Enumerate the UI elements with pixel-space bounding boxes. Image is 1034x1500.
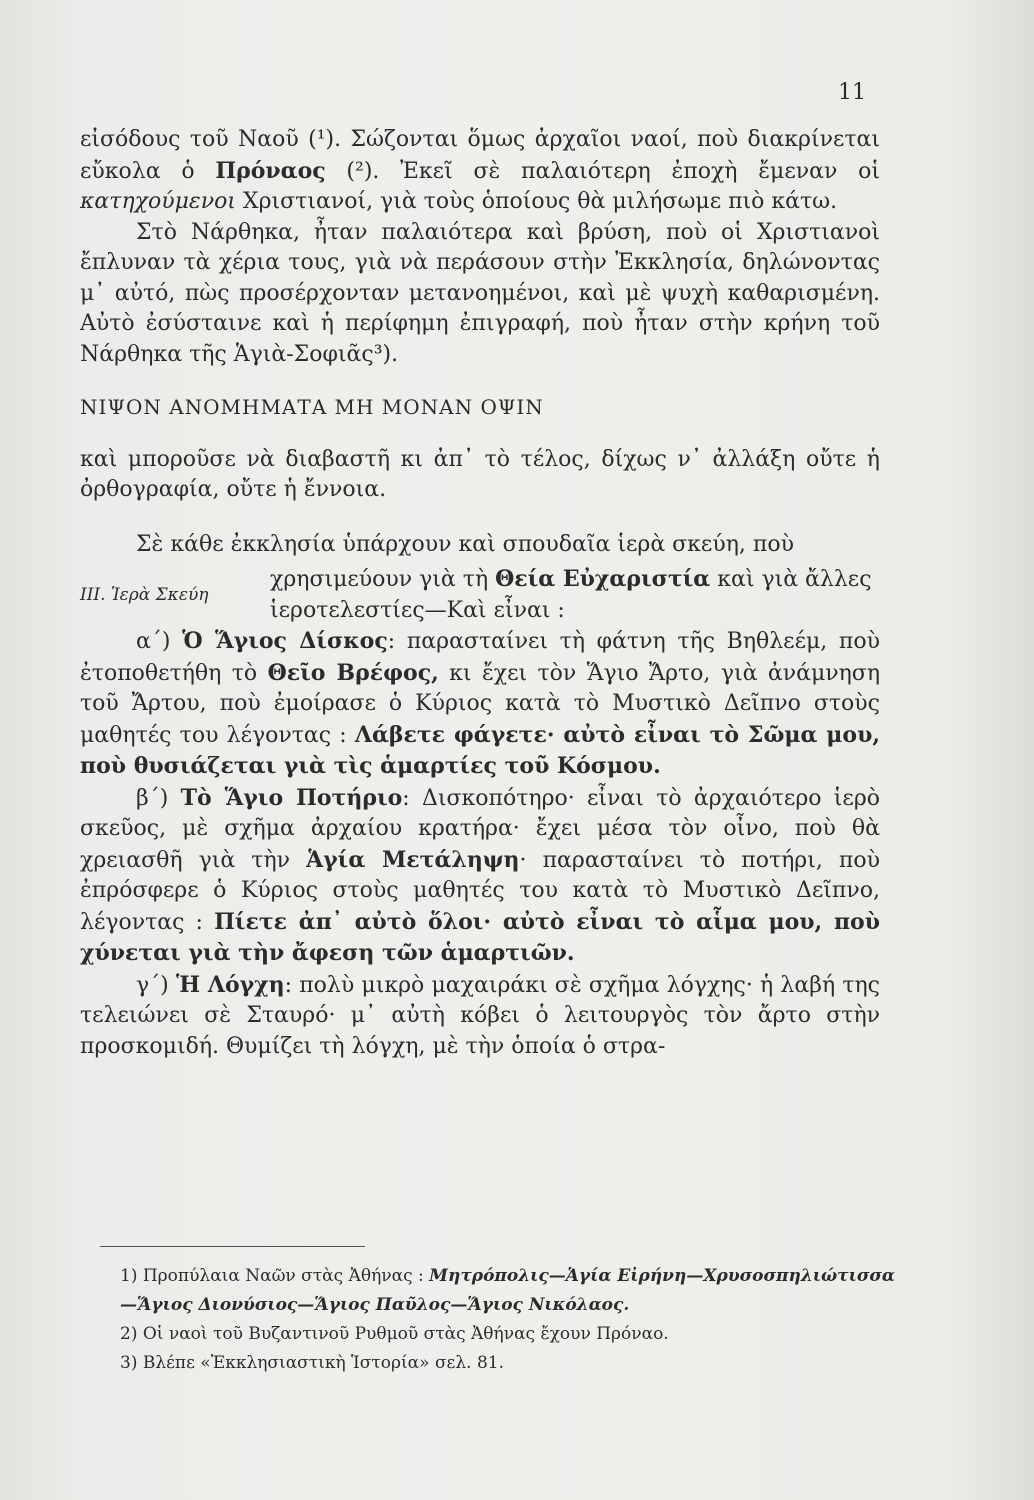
- side-text: χρησιμεύουν γιὰ τὴ Θεία Εὐχαριστία καὶ γιὰ ἄλλες ἱεροτελεστίες—Καὶ εἶναι :: [270, 566, 872, 623]
- footnote-divider: [100, 1246, 365, 1247]
- footnote-2: 2) Οἱ ναοὶ τοῦ Βυζαντινοῦ Ρυθμοῦ στὰς Ἀθήνας ἔχουν Πρόναο.: [120, 1324, 669, 1344]
- main-text: [80, 125, 880, 1062]
- side-label: ΙΙΙ. Ἱερὰ Σκεύη: [80, 584, 209, 605]
- footnote-1: 1) Προπύλαια Ναῶν στὰς Ἀθήνας : Μητρόπολις—Ἁγία Εἰρήνη—Χρυσοσπηλιώτισσα—Ἅγιος Διονύσιος—Ἅγιος Παῦλος—Ἅγιος Νικόλαος.: [120, 1266, 895, 1315]
- item-a: α΄) Ὁ Ἅγιος Δίσκος: παρασταίνει τὴ φάτνη τῆς Βηθλεέμ, ποὺ ἐτοποθετήθη τὸ Θεῖο Βρέφος, κι ἔχει τὸν Ἅγιο Ἄρτο, γιὰ ἀνάμνηση τοῦ Ἄρτου, ποὺ ἐμοίρασε ὁ Κύριος κατὰ τὸ Μυστικὸ Δεῖπνο στοὺς μαθητές του λέγοντας : Λάβετε φάγετε· αὐτὸ εἶναι τὸ Σῶμα μου, ποὺ θυσιάζεται γιὰ τὶς ἁμαρτίες τοῦ Κόσμου.: [80, 628, 881, 779]
- item-c: γ΄) Ἡ Λόγχη: πολὺ μικρὸ μαχαιράκι σὲ σχῆμα λόγχης· ἡ λαβή της τελειώνει σὲ Σταυρό· μ᾽ αὐτὴ κόβει ὁ λειτουργὸς τὸν ἄρτο στὴν προσκομιδή. Θυμίζει τὴ λόγχη, μὲ τὴν ὁποία ὁ στρα-: [80, 971, 880, 1059]
- paragraph-1: εἰσόδους τοῦ Ναοῦ (¹). Σώζονται ὅμως ἀρχαῖοι ναοί, ποὺ διακρίνεται εὔκολα ὁ Πρόναος (²). Ἐκεῖ σὲ παλαιότερη ἐποχὴ ἔμεναν οἱ κατηχούμενοι Χριστιανοί, γιὰ τοὺς ὁποίους θὰ μιλήσωμε πιὸ κάτω.: [80, 127, 880, 214]
- paragraph-3: καὶ μποροῦσε νὰ διαβαστῆ κι ἀπ᾽ τὸ τέλος, δίχως ν᾽ ἀλλάξη οὔτε ἡ ὀρθογραφία, οὔτε ἡ ἔννοια.: [80, 446, 880, 502]
- paragraph-4: Σὲ κάθε ἐκκλησία ὑπάρχουν καὶ σπουδαῖα ἱερὰ σκεύη, ποὺ: [136, 531, 794, 557]
- item-b: β΄) Τὸ Ἅγιο Ποτήριο: Δισκοπότηρο· εἶναι τὸ ἀρχαιότερο ἱερὸ σκεῦος, μὲ σχῆμα ἀρχαίου κρατήρα· ἔχει μέσα τὸν οἶνο, ποὺ θὰ χρειασθῆ γιὰ τὴν Ἁγία Μετάληψη· παρασταίνει τὸ ποτήρι, ποὺ ἐπρόσφερε ὁ Κύριος στοὺς μαθητές του κατὰ τὸ Μυστικὸ Δεῖπνο, λέγοντας : Πίετε ἀπ᾽ αὐτὸ ὅλοι· αὐτὸ εἶναι τὸ αἷμα μου, ποὺ χύνεται γιὰ τὴν ἄφεση τῶν ἁμαρτιῶν.: [80, 784, 880, 966]
- footnote-3: 3) Βλέπε «Ἐκκλησιαστικὴ Ἱστορία» σελ. 81.: [120, 1353, 504, 1373]
- paragraph-2: Στὸ Νάρθηκα, ἦταν παλαιότερα καὶ βρύση, ποὺ οἱ Χριστιανοὶ ἔπλυναν τὰ χέρια τους, γιὰ νὰ περάσουν στὴν Ἐκκλησία, δηλώνοντας μ᾽ αὐτό, πὼς προσέρχονταν μετανοημένοι, καὶ μὲ ψυχὴ καθαρισμένη. Αὐτὸ ἐσύσταινε καὶ ἡ περίφημη ἐπιγραφή, ποὺ ἦταν στὴν κρήνη τοῦ Νάρθηκα τῆς Ἁγιὰ-Σοφιᾶς³).: [80, 219, 880, 367]
- footnotes: [80, 1262, 900, 1378]
- inscription: ΝΙΨΟΝ ΑΝΟΜΗΜΑΤΑ ΜΗ ΜΟΝΑΝ ΟΨΙΝ: [80, 395, 544, 419]
- page-number: 11: [838, 80, 866, 105]
- section-heading: [80, 564, 880, 626]
